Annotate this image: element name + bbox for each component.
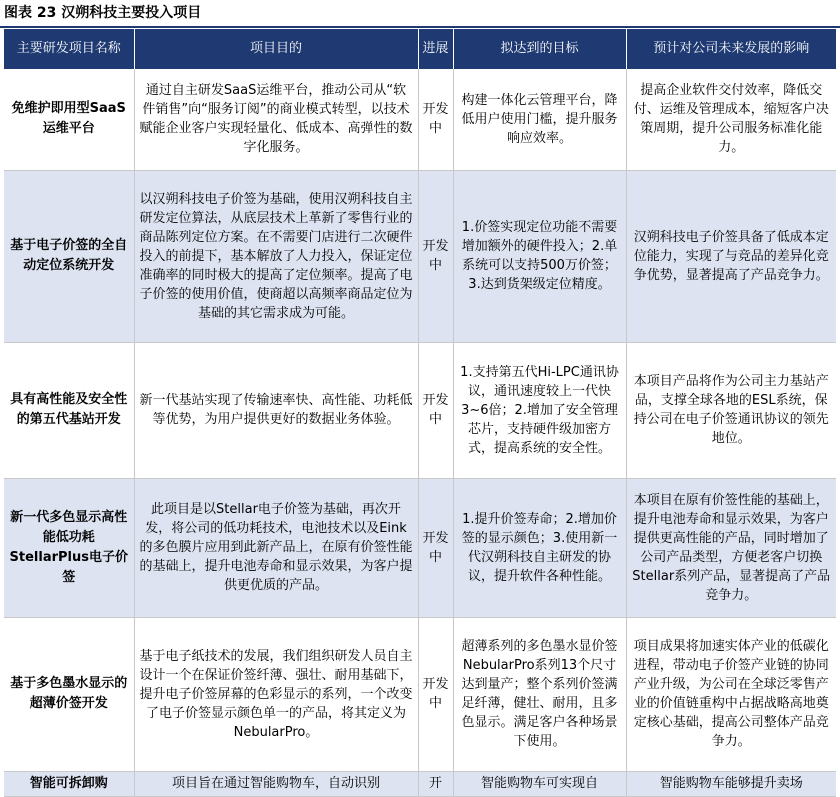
project-purpose: 以汉朔科技电子价签为基础，使用汉朔科技自主研发定位算法，从底层技术上革新了零售行业的商品陈列定位方案。在不需要门店进行二次硬件投入的前提下，基本解放了人力投入，保证定位准确率的同时极大的提高了定位频率。提高了电子价签的使用价值，使商超以高频率商品定位为基础的其它需求成为可能。 bbox=[134, 170, 418, 342]
project-progress: 开 bbox=[418, 771, 453, 796]
header-project-name: 主要研发项目名称 bbox=[4, 29, 134, 69]
header-purpose: 项目目的 bbox=[134, 29, 418, 69]
project-progress: 开发中 bbox=[418, 478, 453, 617]
table-row bbox=[4, 771, 836, 796]
project-progress: 开发中 bbox=[418, 170, 453, 342]
project-impact: 项目成果将加速实体产业的低碳化进程，带动电子价签产业链的协同产业升级，为公司在全球泛零售产业的价值链重构中占据战略高地奠定核心基础，提高公司整体产品竞争力。 bbox=[626, 617, 836, 771]
project-name: 基于电子价签的全自动定位系统开发 bbox=[4, 170, 134, 342]
caption-divider bbox=[0, 26, 840, 28]
table-row bbox=[4, 342, 836, 478]
project-name: 新一代多色显示高性能低功耗StellarPlus电子价签 bbox=[4, 478, 134, 617]
project-goal: 1.提升价签寿命；2.增加价签的显示颜色；3.使用新一代汉朔科技自主研发的协议，提升软件各种性能。 bbox=[453, 478, 626, 617]
project-impact: 智能购物车能够提升卖场 bbox=[626, 771, 836, 796]
project-progress: 开发中 bbox=[418, 617, 453, 771]
header-progress: 进展 bbox=[418, 29, 453, 69]
project-goal: 智能购物车可实现自 bbox=[453, 771, 626, 796]
project-impact: 提高企业软件交付效率，降低交付、运维及管理成本，缩短客户决策周期，提升公司服务标准化能力。 bbox=[626, 69, 836, 170]
project-goal: 1.支持第五代Hi-LPC通讯协议，通讯速度较上一代快3~6倍；2.增加了安全管理芯片，支持硬件级加密方式，提高系统的安全性。 bbox=[453, 342, 626, 478]
project-name: 免维护即用型SaaS运维平台 bbox=[4, 69, 134, 170]
project-impact: 本项目在原有价签性能的基础上，提升电池寿命和显示效果，为客户提供更高性能的产品，同时增加了公司产品类型，方便老客户切换Stellar系列产品，显著提高了产品竞争力。 bbox=[626, 478, 836, 617]
project-name: 基于多色墨水显示的超薄价签开发 bbox=[4, 617, 134, 771]
project-progress: 开发中 bbox=[418, 342, 453, 478]
figure-caption: 图表 23 汉朔科技主要投入项目 bbox=[4, 5, 202, 21]
project-name: 具有高性能及安全性的第五代基站开发 bbox=[4, 342, 134, 478]
project-purpose: 新一代基站实现了传输速率快、高性能、功耗低等优势，为用户提供更好的数据业务体验。 bbox=[134, 342, 418, 478]
project-impact: 本项目产品将作为公司主力基站产品，支撑全球各地的ESL系统，保持公司在电子价签通讯协议的领先地位。 bbox=[626, 342, 836, 478]
project-goal: 超薄系列的多色墨水显价签NebularPro系列13个尺寸达到量产；整个系列价签满足纤薄，健壮、耐用，且多色显示。满足客户各种场景下使用。 bbox=[453, 617, 626, 771]
project-purpose: 基于电子纸技术的发展，我们组织研发人员自主设计一个在保证价签纤薄、强壮、耐用基础下，提升电子价签屏幕的色彩显示的系列，一个改变了电子价签显示颜色单一的产品，将其定义为NebularPro。 bbox=[134, 617, 418, 771]
table-row bbox=[4, 478, 836, 617]
table-header-row bbox=[4, 29, 836, 69]
project-name: 智能可拆卸购 bbox=[4, 771, 134, 796]
project-purpose: 通过自主研发SaaS运维平台，推动公司从“软件销售”向“服务订阅”的商业模式转型，以技术赋能企业客户实现轻量化、低成本、高弹性的数字化服务。 bbox=[134, 69, 418, 170]
project-purpose: 此项目是以Stellar电子价签为基础，再次开发，将公司的低功耗技术，电池技术以及Eink的多色膜片应用到此新产品上，在原有价签性能的基础上，提升电池寿命和显示效果，为客户提供更优质的产品。 bbox=[134, 478, 418, 617]
table-row bbox=[4, 170, 836, 342]
project-purpose: 项目旨在通过智能购物车，自动识别 bbox=[134, 771, 418, 796]
project-goal: 1.价签实现定位功能不需要增加额外的硬件投入；2.单系统可以支持500万价签；3.达到货架级定位精度。 bbox=[453, 170, 626, 342]
table-row bbox=[4, 617, 836, 771]
rd-projects-table bbox=[4, 29, 836, 797]
table-row bbox=[4, 69, 836, 170]
header-goal: 拟达到的目标 bbox=[453, 29, 626, 69]
header-impact: 预计对公司未来发展的影响 bbox=[626, 29, 836, 69]
project-progress: 开发中 bbox=[418, 69, 453, 170]
project-goal: 构建一体化云管理平台，降低用户使用门槛，提升服务响应效率。 bbox=[453, 69, 626, 170]
project-impact: 汉朔科技电子价签具备了低成本定位能力，实现了与竞品的差异化竞争优势，显著提高了产品竞争力。 bbox=[626, 170, 836, 342]
